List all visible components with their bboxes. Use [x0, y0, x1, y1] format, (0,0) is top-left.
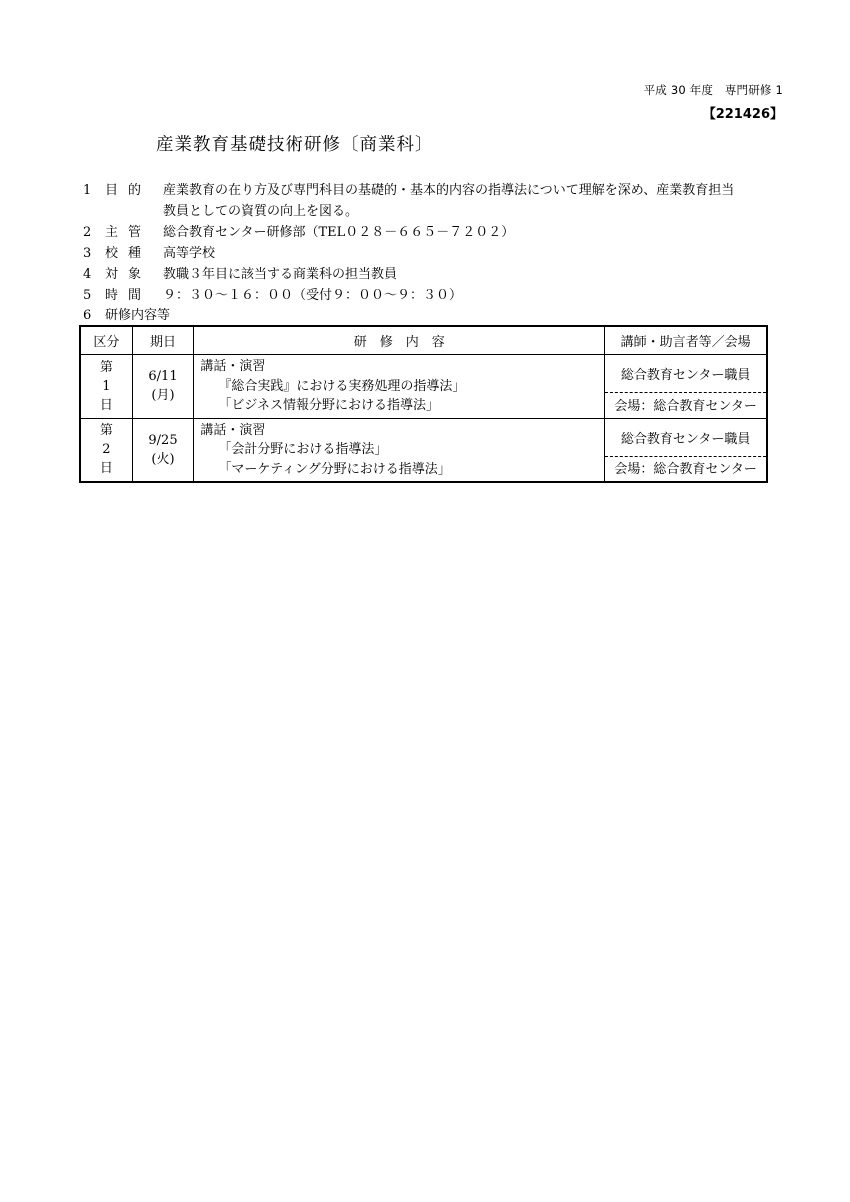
- table-row: [80, 355, 767, 419]
- item-content-heading: [83, 305, 783, 326]
- date: 6/11: [148, 369, 178, 385]
- lecturer-cell: [605, 418, 767, 482]
- year-label: 平成 30 年度 専門研修 1: [643, 83, 783, 97]
- item-label: 時間: [105, 288, 152, 303]
- table-header-row: [80, 326, 767, 355]
- division-char: 1: [102, 378, 111, 394]
- item-label: 研修内容等: [105, 308, 171, 323]
- item-target: [83, 264, 783, 285]
- date-cell: [132, 355, 194, 419]
- division-cell: [80, 418, 132, 482]
- item-label: 主管: [105, 225, 152, 240]
- division-char: 日: [99, 397, 113, 413]
- item-number: 4: [83, 267, 92, 282]
- document-title: 産業教育基礎技術研修〔商業科〕: [156, 135, 434, 155]
- item-purpose-continued: 教員としての資質の向上を図る。: [163, 204, 359, 219]
- item-value: 教職３年目に該当する商業科の担当教員: [163, 267, 398, 282]
- date: 9/25: [148, 432, 178, 448]
- lecturer-cell: [605, 355, 767, 419]
- weekday: (月): [151, 388, 175, 404]
- item-purpose: [83, 180, 783, 201]
- item-value: 総合教育センター研修部（TEL０２８－６６５－７２０２）: [163, 225, 515, 240]
- division-char: 第: [99, 423, 113, 439]
- item-number: 3: [83, 246, 92, 261]
- division-char: 日: [99, 461, 113, 477]
- content-cell: [194, 355, 605, 419]
- header-content: 研 修 内 容: [194, 326, 605, 355]
- item-label: 対象: [105, 267, 152, 282]
- item-number: 1: [83, 183, 92, 198]
- table-row: [80, 418, 767, 482]
- item-value: 高等学校: [163, 246, 216, 261]
- division-char: 2: [102, 442, 111, 458]
- item-number: 2: [83, 225, 92, 240]
- content-line: 「ビジネス情報分野における指導法」: [218, 398, 439, 413]
- lecturer: 総合教育センター職員: [605, 355, 766, 393]
- item-organizer: [83, 222, 783, 243]
- weekday: (火): [151, 451, 175, 467]
- item-value: 産業教育の在り方及び専門科目の基礎的・基本的内容の指導法について理解を深め、産業教育担当: [163, 183, 735, 198]
- division-char: 第: [99, 359, 113, 375]
- content-line: 『総合実践』における実務処理の指導法」: [218, 378, 466, 394]
- venue: 会場：総合教育センター: [614, 462, 757, 477]
- header-division: 区分: [80, 326, 132, 355]
- item-number: 5: [83, 288, 92, 303]
- content-cell: [194, 418, 605, 482]
- division-cell: [80, 355, 132, 419]
- content-title: 講話・演習: [200, 359, 266, 374]
- schedule-table: [79, 325, 768, 483]
- content-line: 「マーケティング分野における指導法」: [218, 461, 451, 477]
- header-lecturer: 講師・助言者等／会場: [605, 326, 767, 355]
- item-time: [83, 285, 783, 306]
- date-cell: [132, 418, 194, 482]
- header-date: 期日: [132, 326, 194, 355]
- venue: 会場：総合教育センター: [614, 398, 757, 414]
- content-line: 「会計分野における指導法」: [218, 442, 388, 457]
- item-school-type: [83, 243, 783, 264]
- course-code: 【221426】: [702, 107, 783, 122]
- lecturer: 総合教育センター職員: [605, 419, 766, 457]
- content-title: 講話・演習: [200, 422, 266, 438]
- item-value: ９：３０～１６：００（受付９：００～９：３０）: [163, 288, 463, 303]
- item-label: 校種: [105, 246, 152, 261]
- item-number: 6: [83, 308, 92, 323]
- item-label: 目的: [105, 183, 152, 198]
